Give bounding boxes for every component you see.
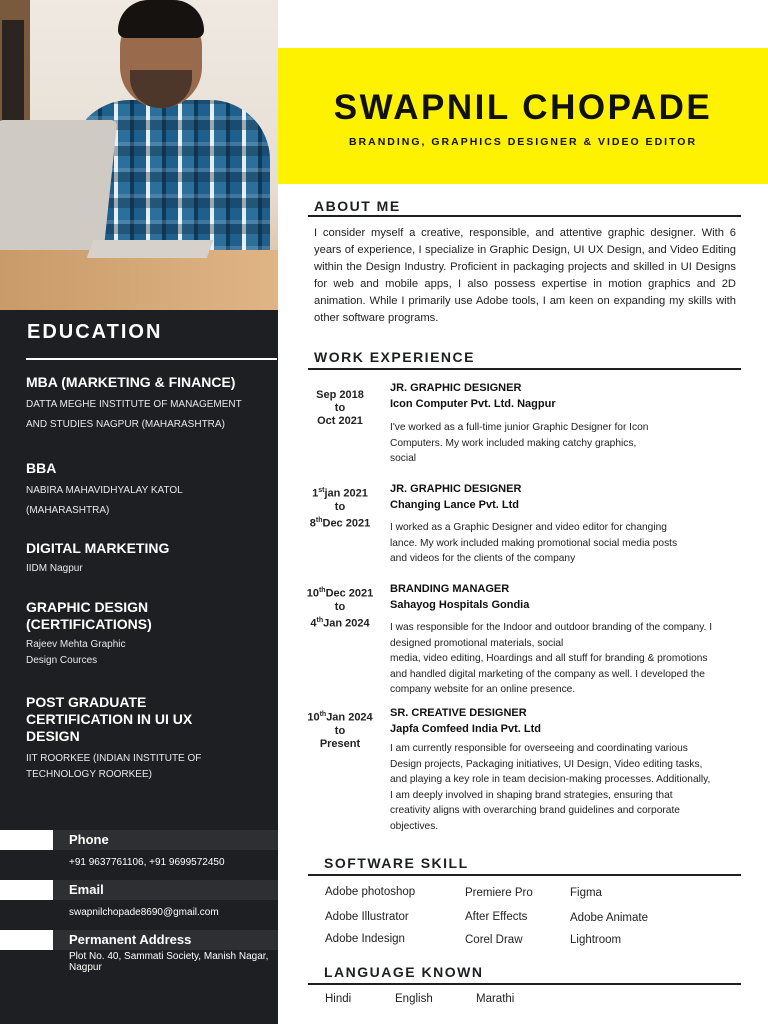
skill-item: After Effects (465, 911, 528, 923)
work-divider (308, 368, 741, 370)
job-description: I worked as a Graphic Designer and video editor for changing lance. My work included making promotional social media posts and videos for the clients of the company (390, 522, 678, 564)
education-divider (26, 358, 277, 360)
job-role: JR. GRAPHIC DESIGNER (390, 483, 522, 495)
profile-photo (0, 0, 278, 310)
job-dates: 1stjan 2021 to 8thDec 2021 (309, 487, 371, 530)
about-text: I consider myself a creative, responsible, and attentive graphic designer. With 6 years of experience, I specialize in Graphic Design, UI UX Design, and Video Editing within the Design Industry. Proficient in packaging projects and skilled in UI Designs for web and mobile apps, I also possess expertise in motion graphics and 2D animation. While I primarily use Adobe tools, I am keen on expanding my skills with other software programs. (314, 227, 736, 324)
skill-item: Premiere Pro (465, 887, 533, 899)
address-label: Permanent Address (69, 932, 192, 947)
language-item: English (395, 993, 433, 1005)
phone-label: Phone (69, 832, 109, 847)
address-header (0, 930, 278, 950)
skill-item: Adobe photoshop (325, 886, 416, 898)
skill-item: Adobe Indesign (325, 933, 405, 945)
skill-item: Corel Draw (465, 934, 523, 946)
education-institute: IIDM Nagpur (26, 563, 83, 574)
skill-item: Adobe Illustrator (325, 911, 409, 923)
job-dates: Sep 2018 to Oct 2021 (316, 389, 364, 427)
education-degree: DIGITAL MARKETING (26, 540, 170, 556)
email-header (0, 880, 278, 900)
job-company: Changing Lance Pvt. Ltd (390, 499, 519, 511)
education-item (26, 374, 274, 435)
education-item (26, 694, 241, 783)
education-item (26, 599, 226, 669)
education-degree: BBA (26, 460, 57, 476)
email-label: Email (69, 882, 104, 897)
phone-header (0, 830, 278, 850)
about-divider (308, 215, 741, 217)
job-role: JR. GRAPHIC DESIGNER (390, 382, 522, 394)
language-title: LANGUAGE KNOWN (324, 964, 484, 980)
job-company: Sahayog Hospitals Gondia (390, 599, 530, 611)
job-description: I am currently responsible for overseeing and coordinating various Design projects, Packaging initiatives, UI Design, Video editing tasks, and playing a key role in team decision-making processes. Additionally, I am deeply involved in shaping brand strategies, ensuring that creativity aligns with overarching brand guidelines and corporate objectives. (390, 743, 711, 832)
about-title: ABOUT ME (314, 198, 401, 214)
skill-item: Lightroom (570, 934, 622, 946)
education-degree: MBA (MARKETING & FINANCE) (26, 374, 236, 390)
software-divider (308, 874, 741, 876)
job-subtitle: BRANDING, GRAPHICS DESIGNER & VIDEO EDITOR (348, 136, 698, 148)
software-title: SOFTWARE SKILL (324, 855, 469, 871)
education-institute: Rajeev Mehta Graphic Design Cources (26, 639, 126, 666)
language-divider (308, 983, 741, 985)
education-institute: NABIRA MAHAVIDHYALAY KATOL (MAHARASHTRA) (26, 485, 183, 516)
education-degree: GRAPHIC DESIGN (CERTIFICATIONS) (26, 599, 152, 632)
work-title: WORK EXPERIENCE (314, 349, 475, 365)
job-description: I've worked as a full-time junior Graphic Designer for Icon Computers. My work included making catchy graphics, social (390, 422, 649, 464)
skill-item: Figma (570, 887, 602, 899)
education-item (26, 460, 274, 521)
education-title: EDUCATION (27, 321, 163, 343)
email-value[interactable]: swapnilchopade8690@gmail.com (69, 907, 219, 918)
person-name: SWAPNIL CHOPADE (333, 88, 713, 127)
language-item: Hindi (325, 993, 352, 1005)
education-institute: DATTA MEGHE INSTITUTE OF MANAGEMENT AND STUDIES NAGPUR (MAHARASHTRA) (26, 399, 242, 430)
job-company: Japfa Comfeed India Pvt. Ltd (390, 723, 541, 735)
language-item: Marathi (476, 993, 515, 1005)
job-dates: 10thJan 2024 to Present (307, 711, 373, 750)
address-value: Plot No. 40, Sammati Society, Manish Nagar, Nagpur (69, 951, 269, 973)
job-role: BRANDING MANAGER (390, 583, 510, 595)
phone-value: +91 9637761106, +91 9699572450 (69, 857, 225, 868)
education-item (26, 540, 274, 577)
education-degree: POST GRADUATE CERTIFICATION IN UI UX DESIGN (26, 694, 193, 744)
skill-item: Adobe Animate (570, 912, 649, 924)
job-dates: 10thDec 2021 to 4thJan 2024 (306, 587, 374, 630)
education-institute: IIT ROORKEE (INDIAN INSTITUTE OF TECHNOLOGY ROORKEE) (26, 753, 202, 780)
job-role: SR. CREATIVE DESIGNER (390, 707, 527, 719)
job-company: Icon Computer Pvt. Ltd. Nagpur (390, 398, 556, 410)
job-description: I was responsible for the Indoor and outdoor branding of the company. I designed promotional materials, social media, video editing, Hoardings and all stuff for branding & promotions and handled digital marketing of the company as well. I developed the company website for an online presence. (390, 622, 713, 695)
